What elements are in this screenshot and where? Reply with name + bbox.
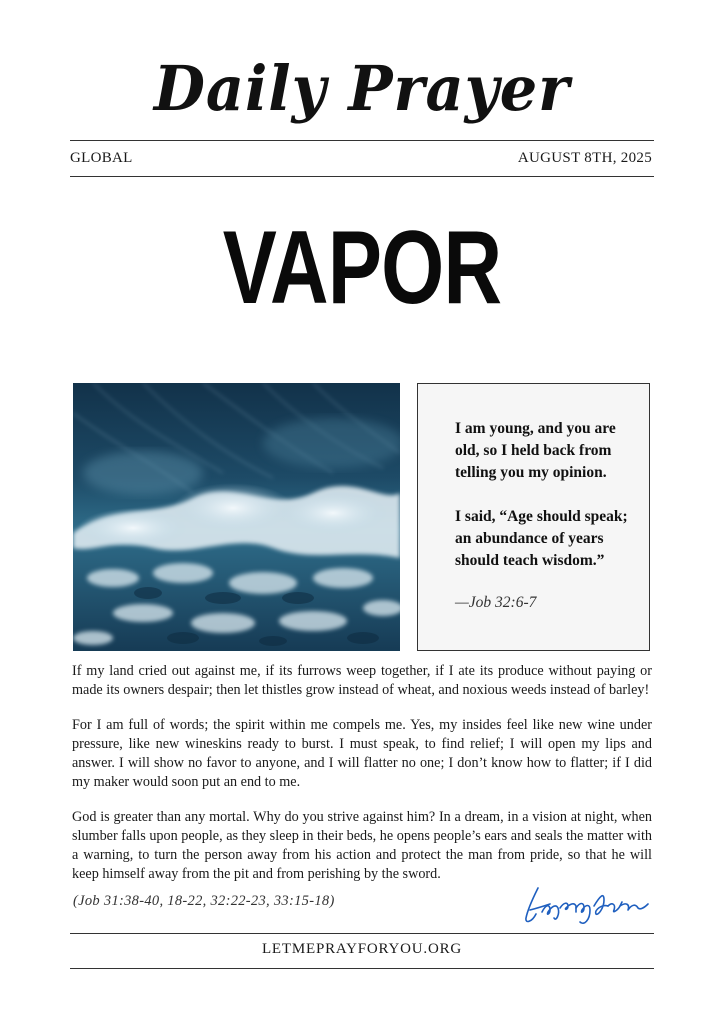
quote-reference: —Job 32:6-7 xyxy=(455,594,537,611)
handwritten-signature xyxy=(520,882,650,928)
body-paragraph: If my land cried out against me, if its furrows weep together, if I ate its produce without paying or made its owners despair; then let thistles grow instead of wheat, and noxious weeds instead of barley! xyxy=(72,663,652,698)
scripture-citation: (Job 31:38-40, 18-22, 32:22-23, 33:15-18) xyxy=(73,893,335,909)
body-paragraph: God is greater than any mortal. Why do you strive against him? In a dream, in a vision at night, when slumber falls upon people, as they sleep in their beds, he opens people’s ears and seals the matter with a warning, to turn the person away from his action and protect the man from pride, so that he will keep himself away from the pit and from perishing by the sword. xyxy=(72,809,652,882)
date-label: AUGUST 8TH, 2025 xyxy=(517,150,652,166)
footer-bottom-rule xyxy=(70,968,654,969)
header-top-rule xyxy=(70,140,654,141)
quote-paragraph: I said, “Age should speak; an abundance of years should teach wisdom.” xyxy=(455,508,628,569)
region-label: GLOBAL xyxy=(70,150,133,166)
headline: VAPOR xyxy=(222,210,502,326)
footer-top-rule xyxy=(70,933,654,934)
scripture-quote-box xyxy=(417,383,650,651)
body-paragraph: For I am full of words; the spirit within me compels me. Yes, my insides feel like new wine under pressure, like new wineskins ready to burst. I must speak, to find relief; I will open my lips and answer. I will show no favor to anyone, and I will flatter no one; I don’t know how to flatter; if I did my maker would soon put an end to me. xyxy=(72,717,652,790)
website-url: LETMEPRAYFORYOU.ORG xyxy=(261,941,463,957)
ocean-waves-image xyxy=(73,383,400,651)
quote-paragraph: I am young, and you are old, so I held back from telling you my opinion. xyxy=(455,420,616,481)
header-bottom-rule xyxy=(70,176,654,177)
masthead-title: Daily Prayer xyxy=(153,52,571,125)
